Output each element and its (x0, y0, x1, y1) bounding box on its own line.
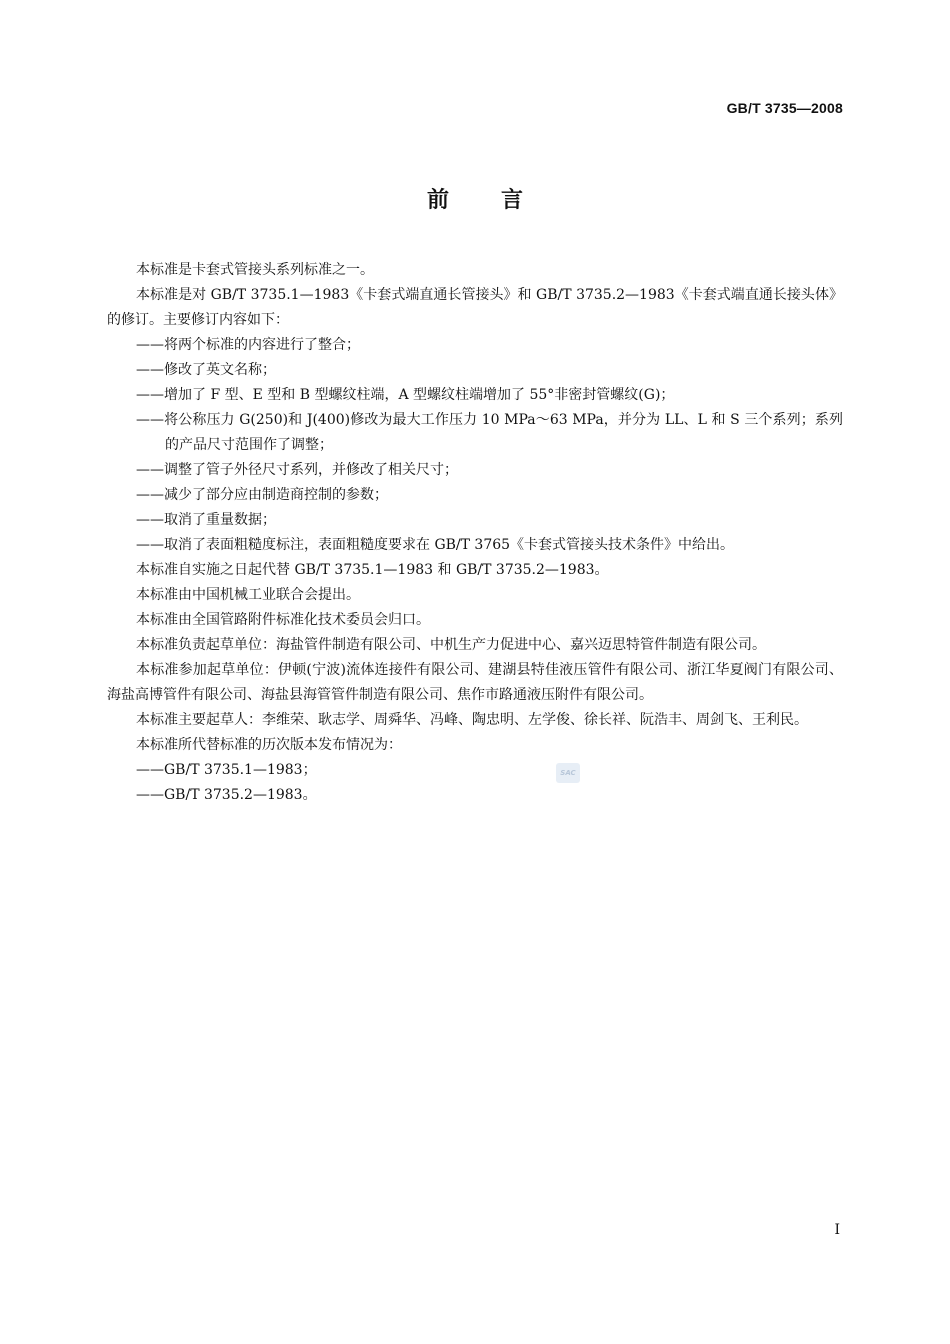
list-item: ——增加了 F 型、E 型和 B 型螺纹柱端，A 型螺纹柱端增加了 55°非密封管螺纹(G)； (136, 387, 675, 403)
list-item: ——减少了部分应由制造商控制的参数； (136, 487, 388, 503)
document-body (107, 258, 843, 808)
list-item: ——GB/T 3735.1—1983； (136, 762, 317, 778)
paragraph: 本标准是对 GB/T 3735.1—1983《卡套式端直通长管接头》和 GB/T 3735.2—1983《卡套式端直通长接头体》的修订。主要修订内容如下： (107, 287, 843, 328)
list-item: ——GB/T 3735.2—1983。 (136, 787, 317, 803)
paragraph: 本标准自实施之日起代替 GB/T 3735.1—1983 和 GB/T 3735.2—1983。 (136, 562, 609, 578)
paragraph: 本标准由中国机械工业联合会提出。 (136, 587, 360, 603)
paragraph: 本标准参加起草单位：伊顿(宁波)流体连接件有限公司、建湖县特佳液压管件有限公司、浙江华夏阀门有限公司、海盐高博管件有限公司、海盐县海管管件制造有限公司、焦作市路通液压附件有限公司。 (107, 662, 843, 703)
standard-code: GB/T 3735—2008 (726, 100, 843, 116)
paragraph: 本标准是卡套式管接头系列标准之一。 (136, 262, 374, 278)
list-item: ——调整了管子外径尺寸系列，并修改了相关尺寸； (136, 462, 458, 478)
list-item: ——取消了表面粗糙度标注，表面粗糙度要求在 GB/T 3765《卡套式管接头技术条件》中给出。 (136, 537, 735, 553)
sac-watermark-logo: SAC (556, 763, 580, 783)
page-number: I (834, 1222, 840, 1238)
page-title: 前言 (426, 188, 575, 213)
paragraph: 本标准所代替标准的历次版本发布情况为： (136, 737, 402, 753)
paragraph: 本标准由全国管路附件标准化技术委员会归口。 (136, 612, 430, 628)
list-item: ——将公称压力 G(250)和 J(400)修改为最大工作压力 10 MPa～63 MPa，并分为 LL、L 和 S 三个系列；系列的产品尺寸范围作了调整； (136, 412, 843, 453)
list-item: ——取消了重量数据； (136, 512, 276, 528)
list-item: ——修改了英文名称； (136, 362, 276, 378)
paragraph: 本标准主要起草人：李维荣、耿志学、周舜华、冯峰、陶忠明、左学俊、徐长祥、阮浩丰、周剑飞、王利民。 (136, 712, 808, 728)
paragraph: 本标准负责起草单位：海盐管件制造有限公司、中机生产力促进中心、嘉兴迈思特管件制造有限公司。 (136, 637, 766, 653)
list-item: ——将两个标准的内容进行了整合； (136, 337, 360, 353)
